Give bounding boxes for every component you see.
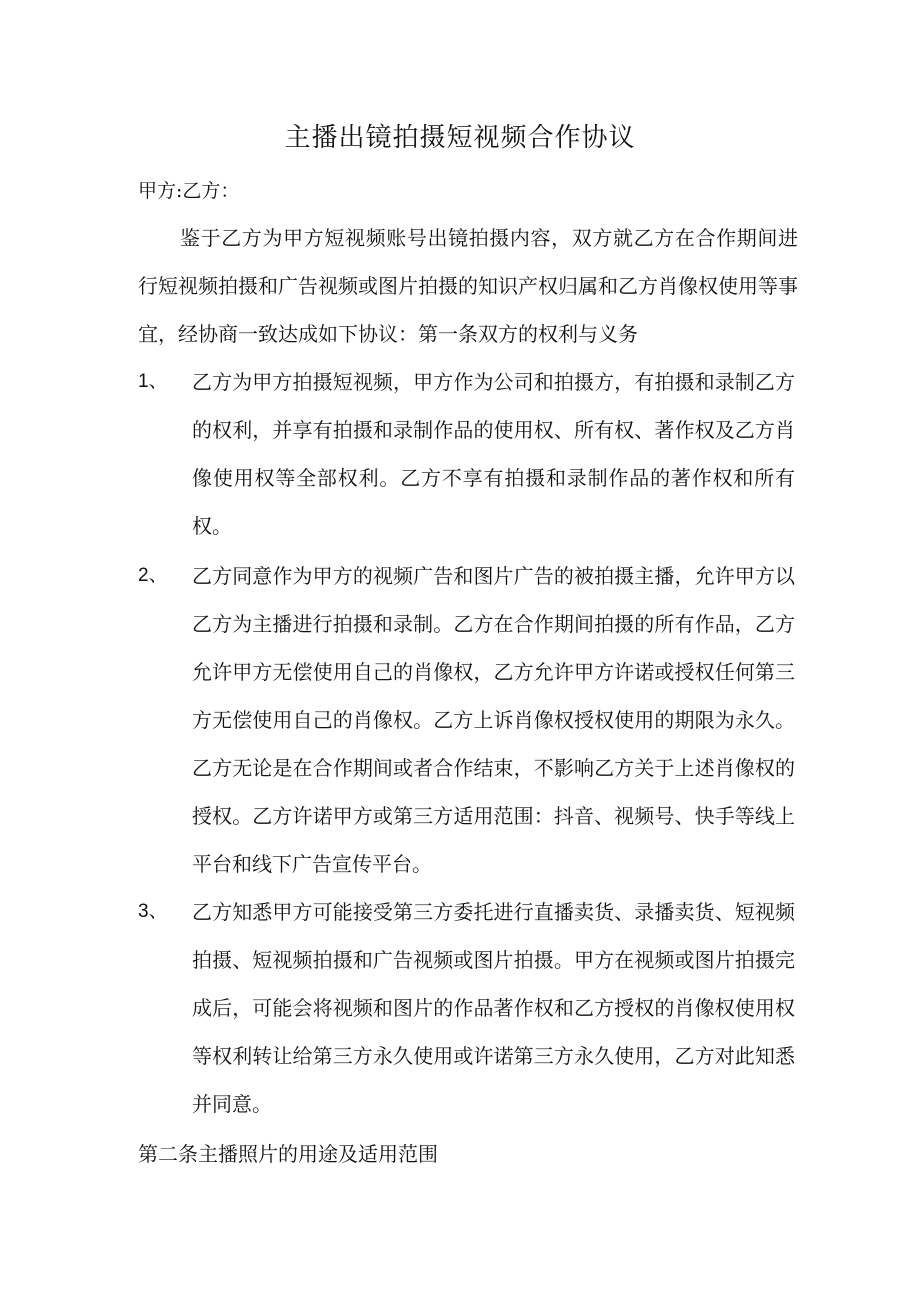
document-title: 主播出镜拍摄短视频合作协议 xyxy=(284,123,636,153)
clause-text: 乙方知悉甲方可能接受第三方委托进行直播卖货、录播卖货、短视频拍摄、短视频拍摄和广告视频或图片拍摄。甲方在视频或图片拍摄完成后，可能会将视频和图片的作品著作权和乙方授权的肖像权使用权等权利转让给第三方永久使用或许诺第三方永久使用，乙方对此知悉并同意。 xyxy=(192,900,795,1116)
parties-line: 甲方:乙方： xyxy=(138,180,240,202)
intro-paragraph: 鉴于乙方为甲方短视频账号出镜拍摄内容，双方就乙方在合作期间进行短视频拍摄和广告视频或图片拍摄的知识产权归属和乙方肖像权使用等事宜，经协商一致达成如下协议：第一条双方的权利与义务 xyxy=(138,226,798,346)
clause-number: 2、 xyxy=(138,565,168,586)
clause-text: 乙方同意作为甲方的视频广告和图片广告的被拍摄主播，允许甲方以乙方为主播进行拍摄和录制。乙方在合作期间拍摄的所有作品，乙方允许甲方无偿使用自己的肖像权，乙方允许甲方许诺或授权任何第三方无偿使用自己的肖像权。乙方上诉肖像权授权使用的期限为永久。乙方无论是在合作期间或者合作结束，不影响乙方关于上述肖像权的授权。乙方许诺甲方或第三方适用范围：抖音、视频号、快手等线上平台和线下广告宣传平台。 xyxy=(192,564,795,876)
clause-number: 3、 xyxy=(138,901,168,922)
section-2-heading: 第二条主播照片的用途及适用范围 xyxy=(138,1142,438,1166)
clause-number: 1、 xyxy=(138,371,168,392)
clause-2 xyxy=(138,552,808,888)
clause-3 xyxy=(138,888,808,1128)
clause-1 xyxy=(138,358,808,550)
clause-text: 乙方为甲方拍摄短视频，甲方作为公司和拍摄方，有拍摄和录制乙方的权利，并享有拍摄和录制作品的使用权、所有权、著作权及乙方肖像使用权等全部权利。乙方不享有拍摄和录制作品的著作权和所有权。 xyxy=(192,370,795,538)
